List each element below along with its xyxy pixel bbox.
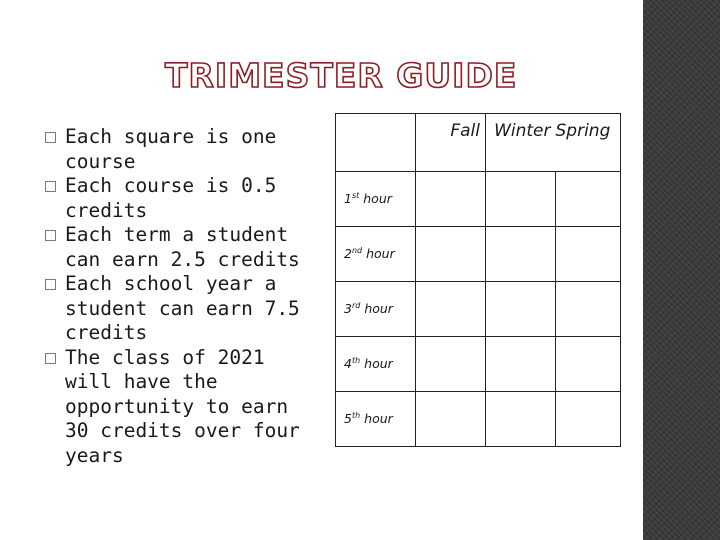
schedule-cell [556, 227, 621, 282]
row-label-cell [336, 172, 416, 227]
square-bullet-icon [45, 181, 56, 192]
schedule-cell [556, 172, 621, 227]
row-ordinal-suffix: rd [351, 301, 361, 311]
row-label-cell [336, 337, 416, 392]
schedule-cell [416, 282, 486, 337]
bullet-item [45, 223, 310, 272]
header-fall: Fall [416, 114, 486, 172]
decorative-side-bar [643, 0, 720, 540]
header-corner-cell [336, 114, 416, 172]
row-label-cell [336, 392, 416, 447]
table-row [336, 392, 621, 447]
schedule-cell [416, 172, 486, 227]
bullet-text: Each square is one course [65, 125, 277, 173]
schedule-cell [556, 282, 621, 337]
header-winter: Winter [486, 114, 556, 172]
square-bullet-icon [45, 279, 56, 290]
bullet-text: Each school year a student can earn 7.5 credits [65, 272, 300, 344]
schedule-cell [486, 337, 556, 392]
bullet-text: Each term a student can earn 2.5 credits [65, 223, 300, 271]
schedule-cell [486, 392, 556, 447]
schedule-cell [416, 227, 486, 282]
schedule-cell [556, 337, 621, 392]
row-label: hour [364, 356, 393, 372]
bullet-item [45, 174, 310, 223]
square-bullet-icon [45, 132, 56, 143]
row-number: 3 [344, 301, 352, 317]
bullet-item [45, 272, 310, 346]
table-row [336, 337, 621, 392]
row-label: hour [364, 301, 393, 317]
table-header-row [336, 114, 621, 172]
header-spring: Spring [556, 114, 621, 172]
bullet-text: Each course is 0.5 credits [65, 174, 277, 222]
bullet-item [45, 346, 310, 469]
trimester-schedule-table [335, 113, 621, 447]
table-row [336, 282, 621, 337]
bullet-item [45, 125, 310, 174]
slide-title: TRIMESTER GUIDE [165, 56, 518, 95]
table-row [336, 172, 621, 227]
schedule-cell [556, 392, 621, 447]
row-label: hour [364, 411, 393, 427]
row-ordinal-suffix: th [351, 356, 361, 366]
schedule-cell [486, 282, 556, 337]
row-number: 2 [344, 246, 352, 262]
schedule-cell [416, 337, 486, 392]
schedule-cell [486, 227, 556, 282]
row-number: 4 [344, 356, 352, 372]
row-label-cell [336, 282, 416, 337]
row-number: 1 [344, 191, 352, 207]
row-ordinal-suffix: nd [351, 246, 363, 256]
square-bullet-icon [45, 230, 56, 241]
row-label: hour [366, 246, 395, 262]
row-ordinal-suffix: st [351, 191, 360, 201]
row-label-cell [336, 227, 416, 282]
square-bullet-icon [45, 353, 56, 364]
schedule-cell [486, 172, 556, 227]
schedule-cell [416, 392, 486, 447]
bullet-list [45, 125, 310, 468]
table-row [336, 227, 621, 282]
row-number: 5 [344, 411, 352, 427]
row-label: hour [363, 191, 392, 207]
bullet-text: The class of 2021 will have the opportunity to earn 30 credits over four years [65, 345, 300, 467]
row-ordinal-suffix: th [351, 411, 361, 421]
